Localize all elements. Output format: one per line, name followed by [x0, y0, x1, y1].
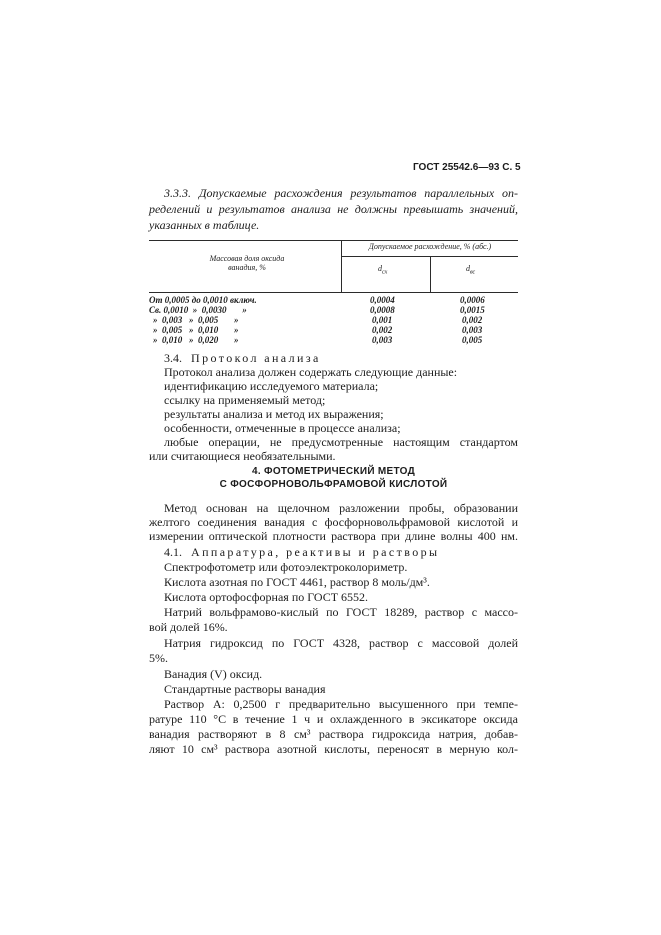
protocol-line: идентификацию исследуемого материала; — [164, 379, 379, 393]
table-col1-header-line-1: Массовая доля оксида — [209, 254, 285, 263]
reagent-line: вой долей 16%. — [149, 620, 228, 634]
protocol-line: особенности, отмеченные в процессе анализа; — [164, 421, 401, 435]
table-col-divider — [341, 240, 342, 292]
table-row-label: » 0,005 » 0,010 » — [153, 325, 239, 335]
table-subheader-dcx: $d_{сх}$ — [378, 264, 388, 276]
reagent-line: Натрия гидроксид по ГОСТ 4328, раствор с массовой долей — [164, 636, 518, 650]
table-cell-dcx: 0,0008 — [370, 305, 395, 315]
section-3-4-title: Протокол анализа — [191, 351, 321, 365]
paragraph-3-3-3-line-2: ределений и результатов анализа не должны превышать значений, — [149, 202, 518, 216]
table-row-label: От 0,0005 до 0,0010 включ. — [149, 295, 257, 305]
table-row-label: Св. 0,0010 » 0,0030 » — [149, 305, 247, 315]
table-subheader-dbc: $d_{вс}$ — [466, 264, 476, 276]
table-cell-dbc: 0,0015 — [460, 305, 485, 315]
reagent-line: Кислота ортофосфорная по ГОСТ 6552. — [164, 590, 369, 604]
table-cell-dbc: 0,0006 — [460, 295, 485, 305]
table-group-header: Допускаемое расхождение, % (абс.) — [368, 242, 492, 251]
protocol-line: Протокол анализа должен содержать следующие данные: — [164, 365, 458, 379]
protocol-line: любые операции, не предусмотренные настоящим стандартом — [164, 435, 518, 449]
reagent-line: Раствор А: 0,2500 г предварительно высушенного при темпе- — [164, 697, 518, 711]
table-row-label: » 0,010 » 0,020 » — [153, 335, 239, 345]
section-4-1-heading — [164, 546, 440, 559]
table-cell-dcx: 0,0004 — [370, 295, 395, 305]
reagent-line: Ванадия (V) оксид. — [164, 667, 263, 681]
table-header-rule — [149, 292, 518, 293]
table-group-rule — [341, 256, 518, 257]
table-col1-header-line-2: ванадия, % — [228, 263, 266, 272]
section-4-1-title: Аппаратура, реактивы и растворы — [191, 545, 440, 559]
table-cell-dcx: 0,001 — [372, 315, 393, 325]
table-cell-dcx: 0,003 — [372, 335, 393, 345]
reagent-line: ляют 10 см³ раствора азотной кислоты, переносят в мерную кол- — [149, 742, 518, 756]
protocol-line: ссылку на применяемый метод; — [164, 393, 326, 407]
protocol-line: или считающиеся необязательными. — [149, 449, 336, 463]
reagent-line: Спектрофотометр или фотоэлектроколориметр. — [164, 560, 408, 574]
reagent-line: Стандартные растворы ванадия — [164, 682, 326, 696]
protocol-line: результаты анализа и метод их выражения; — [164, 407, 384, 421]
method-line-2: желтого соединения ванадия с фосфорновольфрамовой кислотой и — [149, 515, 518, 529]
table-row-label: » 0,003 » 0,005 » — [153, 315, 239, 325]
section-4-title-line-2: С ФОСФОРНОВОЛЬФРАМОВОЙ КИСЛОТОЙ — [219, 479, 448, 490]
section-4-1-number: 4.1. — [164, 545, 182, 559]
table-cell-dcx: 0,002 — [372, 325, 393, 335]
reagent-line: ванадия растворяют в 8 см³ раствора гидроксида натрия, добав- — [149, 727, 518, 741]
section-3-4-number: 3.4. — [164, 351, 182, 365]
section-3-4-heading — [164, 352, 321, 365]
page-header: ГОСТ 25542.6—93 С. 5 — [413, 162, 521, 173]
paragraph-3-3-3-line-1: 3.3.3. Допускаемые расхождения результатов параллельных оп- — [164, 186, 518, 200]
method-line-3: измерении оптической плотности раствора при длине волны 400 нм. — [149, 529, 518, 543]
section-4-title-line-1: 4. ФОТОМЕТРИЧЕСКИЙ МЕТОД — [251, 466, 416, 477]
table-cell-dbc: 0,003 — [462, 325, 483, 335]
table-cell-dbc: 0,002 — [462, 315, 483, 325]
table-cell-dbc: 0,005 — [462, 335, 483, 345]
reagent-line: ратуре 110 °С в течение 1 ч и охлажденного в эксикаторе оксида — [149, 712, 518, 726]
table-top-rule — [149, 240, 518, 241]
reagent-line: Кислота азотная по ГОСТ 4461, раствор 8 моль/дм³. — [164, 575, 430, 589]
reagent-line: Натрий вольфрамово-кислый по ГОСТ 18289, раствор с массо- — [164, 605, 518, 619]
paragraph-3-3-3-line-3: указанных в таблице. — [149, 218, 260, 232]
reagent-line: 5%. — [149, 651, 168, 665]
method-line-1: Метод основан на щелочном разложении пробы, образовании — [164, 501, 518, 515]
table-subcol-divider — [430, 256, 431, 292]
